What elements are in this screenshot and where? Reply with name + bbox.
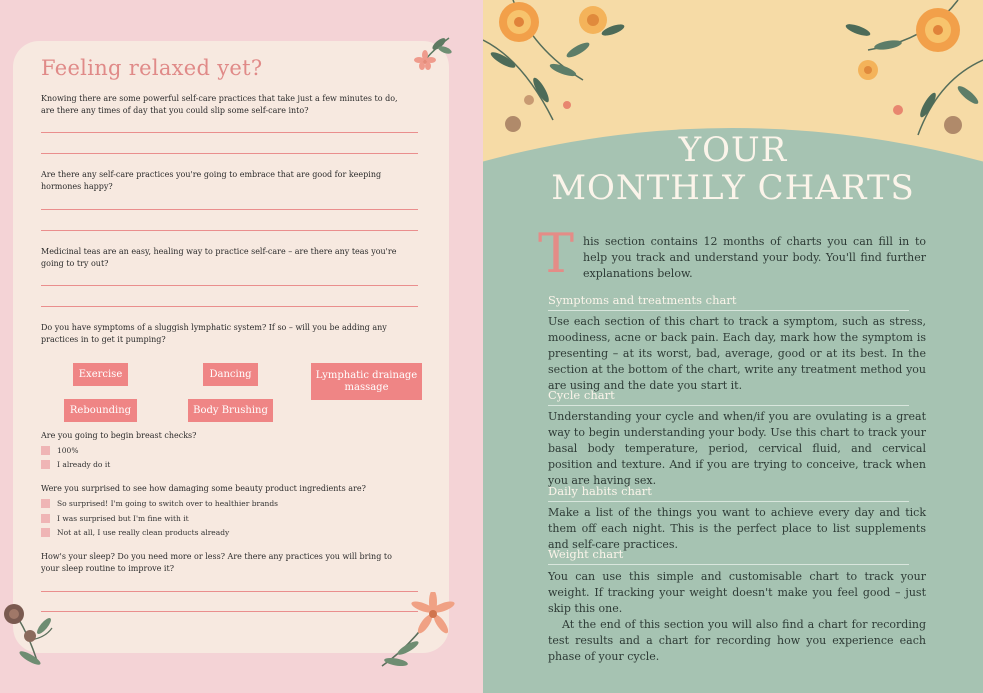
top-left-floral-icon <box>483 0 643 145</box>
option-label: I was surprised but I'm fine with it <box>57 514 189 523</box>
option-row[interactable] <box>41 499 278 508</box>
question-4: Do you have symptoms of a sluggish lymphatic system? If so – will you be adding any practices in to get it pumping? <box>41 323 387 344</box>
weight-paragraph-2: At the end of this section you will also find a chart for recording test results and a chart for recording how you experience each phase of your cycle. <box>548 618 926 663</box>
section-heading-cycle: Cycle chart <box>548 388 909 406</box>
tag-body-brushing[interactable]: Body Brushing <box>188 399 273 422</box>
section-body-weight <box>548 569 926 665</box>
top-right-floral-icon <box>828 0 983 145</box>
right-page <box>483 0 983 693</box>
answer-line[interactable] <box>41 611 418 612</box>
section-heading-symptoms: Symptoms and treatments chart <box>548 293 909 311</box>
answer-line[interactable] <box>41 132 418 133</box>
section-body-daily-habits: Make a list of the things you want to achieve every day and tick them off each night. This is the perfect place to list supplements and self-care practices. <box>548 506 926 551</box>
top-flower-icon <box>405 30 457 78</box>
answer-line[interactable] <box>41 209 418 210</box>
title-line-2: MONTHLY CHARTS <box>551 168 915 208</box>
question-5: Are you going to begin breast checks? <box>41 431 197 440</box>
drop-cap: T <box>538 222 575 285</box>
section-body-cycle: Understanding your cycle and when/if you are ovulating is a great way to begin understanding your body. Use this chart to track your basal body temperature, period, cervical fluid, and cervical position and texture. And if you are trying to conceive, track when you are having sex. <box>548 410 926 487</box>
checkbox[interactable] <box>41 446 50 455</box>
section-body-symptoms: Use each section of this chart to track a symptom, such as stress, moodiness, acne or back pain. Each day, mark how the symptom is presenting – at its worst, bad, average, good or at its best. In the section at the bottom of the chart, write any treatment method you are using and the date you start it. <box>548 315 926 392</box>
left-page <box>0 0 483 693</box>
section-heading-weight: Weight chart <box>548 547 909 565</box>
question-7: How's your sleep? Do you need more or less? Are there any practices you will bring to your sleep routine to improve it? <box>41 552 392 573</box>
option-label: 100% <box>57 446 79 455</box>
checkbox[interactable] <box>41 514 50 523</box>
option-row[interactable] <box>41 460 110 469</box>
intro-paragraph: his section contains 12 months of charts you can fill in to help you track and understand your body. You'll find further explanations below. <box>583 235 926 280</box>
checkbox[interactable] <box>41 460 50 469</box>
bottom-right-flower-icon <box>378 592 468 670</box>
tag-dancing[interactable]: Dancing <box>203 363 258 386</box>
question-2: Are there any self-care practices you're going to embrace that are good for keeping hormones happy? <box>41 170 382 191</box>
option-label: I already do it <box>57 460 111 469</box>
answer-line[interactable] <box>41 591 418 592</box>
option-label: Not at all, I use really clean products already <box>57 528 230 537</box>
answer-line[interactable] <box>41 230 418 231</box>
checkbox[interactable] <box>41 499 50 508</box>
answer-line[interactable] <box>41 153 418 154</box>
question-6: Were you surprised to see how damaging some beauty product ingredients are? <box>41 484 366 493</box>
weight-paragraph-1: You can use this simple and customisable chart to track your weight. If tracking your weight doesn't make you feel good – just skip this one. <box>548 570 926 615</box>
option-row[interactable] <box>41 514 189 523</box>
answer-line[interactable] <box>41 285 418 286</box>
answer-line[interactable] <box>41 306 418 307</box>
option-label: So surprised! I'm going to switch over to healthier brands <box>57 499 279 508</box>
option-row[interactable] <box>41 446 78 455</box>
question-3: Medicinal teas are an easy, healing way to practice self-care – are there any teas you're going to try out? <box>41 247 397 268</box>
option-row[interactable] <box>41 528 229 537</box>
bottom-left-seedpod-icon <box>0 598 70 668</box>
tag-rebounding[interactable]: Rebounding <box>64 399 137 422</box>
tag-lymphatic-drainage-massage[interactable]: Lymphatic drainage massage <box>311 363 422 400</box>
section-heading-daily-habits: Daily habits chart <box>548 484 909 502</box>
question-1: Knowing there are some powerful self-care practices that take just a few minutes to do, are there any times of day that you could slip some self-care into? <box>41 94 398 115</box>
title-line-1: YOUR <box>678 130 788 170</box>
tag-exercise[interactable]: Exercise <box>73 363 128 386</box>
checkbox[interactable] <box>41 528 50 537</box>
page-title: Feeling relaxed yet? <box>41 56 263 80</box>
